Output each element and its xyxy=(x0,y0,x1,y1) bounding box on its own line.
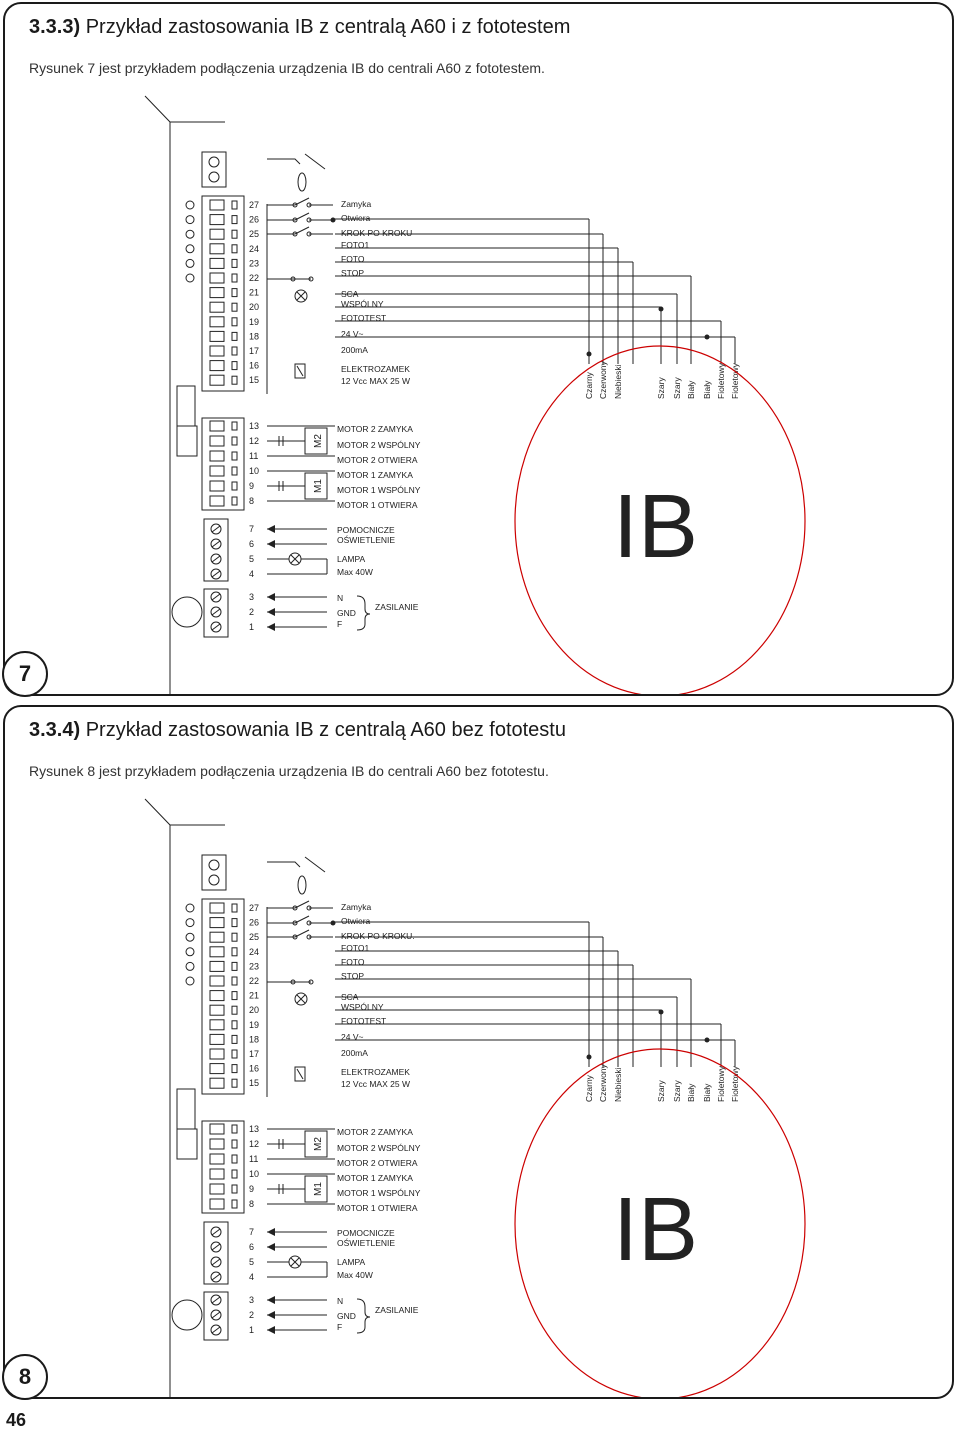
motor-label: MOTOR 1 WSPÓLNY xyxy=(337,1188,421,1198)
terminal-screw xyxy=(210,288,224,298)
terminal-pin xyxy=(232,962,237,970)
terminal-number: 5 xyxy=(249,554,255,564)
junction-dot xyxy=(331,218,336,223)
led-icon xyxy=(186,259,194,267)
terminal-screw xyxy=(210,481,224,491)
wiring-diagram xyxy=(5,707,952,1397)
terminal-screw xyxy=(210,331,224,341)
terminal-pin xyxy=(232,347,237,355)
terminal-pin xyxy=(232,992,237,1000)
terminal-screw xyxy=(210,961,224,971)
screw-slot xyxy=(212,571,220,577)
terminal-number: 6 xyxy=(249,539,255,549)
terminal-number: 22 xyxy=(249,273,260,283)
terminal-label: 200mA xyxy=(341,1048,368,1058)
terminal-block-power xyxy=(204,589,228,637)
terminal-label: FOTO xyxy=(341,957,365,967)
wire-color-label: Szary xyxy=(672,377,682,399)
terminal-number: 24 xyxy=(249,243,260,254)
terminal-screw xyxy=(210,200,224,210)
terminal-label: Zamyka xyxy=(341,199,372,209)
led-icon xyxy=(186,933,194,941)
terminal-pin xyxy=(232,1155,237,1163)
motor-m2-label: M2 xyxy=(313,1137,324,1151)
terminal-number: 11 xyxy=(249,1154,259,1164)
board-component xyxy=(177,1129,197,1159)
terminal-block-aux xyxy=(204,519,228,581)
terminal-screw xyxy=(210,496,224,506)
screw-slot xyxy=(212,1229,220,1235)
terminal-number: 12 xyxy=(249,436,260,446)
arrow-icon xyxy=(267,608,275,616)
screw-slot xyxy=(212,1297,220,1303)
terminal-screw xyxy=(210,1199,224,1209)
wire-color-label: Czerwony xyxy=(598,361,608,399)
terminal-label: STOP xyxy=(341,971,364,981)
terminal-number: 25 xyxy=(249,229,260,240)
section-number: 3.3.3) xyxy=(29,16,81,38)
wire-color-label: Fioletowy xyxy=(716,1066,726,1102)
terminal-screw xyxy=(210,1005,224,1015)
board-component xyxy=(177,1089,195,1129)
terminal-number: 27 xyxy=(249,200,260,210)
aux-label: POMOCNICZE xyxy=(337,525,395,535)
terminal-number: 9 xyxy=(249,1184,255,1194)
screw-slot xyxy=(212,541,220,547)
terminal-pin xyxy=(232,259,237,267)
motor-label: MOTOR 1 WSPÓLNY xyxy=(337,485,421,495)
terminal-pin xyxy=(232,977,237,985)
wire-color-label: Szary xyxy=(656,377,666,399)
terminal-number: 25 xyxy=(249,932,260,943)
antenna-icon xyxy=(298,173,306,191)
terminal-label: WSPÓLNY xyxy=(341,299,384,309)
terminal-block-upper xyxy=(202,899,244,1094)
wire-color-label: Fioletowy xyxy=(716,363,726,399)
terminal-label: STOP xyxy=(341,268,364,278)
terminal-label: 24 V~ xyxy=(341,1032,364,1042)
figure-8-panel xyxy=(3,705,954,1399)
arrow-icon xyxy=(267,1311,275,1319)
terminal-screw xyxy=(210,466,224,476)
terminal-label: Zamyka xyxy=(341,902,372,912)
terminal-label: FOTO xyxy=(341,254,365,264)
terminal-screw xyxy=(210,317,224,327)
terminal-label: KROK PO KROKU xyxy=(341,228,413,238)
aux-label: OŚWIETLENIE xyxy=(337,1238,396,1248)
fuse-icon xyxy=(172,597,202,627)
terminal-number: 24 xyxy=(249,946,260,957)
terminal-screw xyxy=(210,1034,224,1044)
terminal-number: 19 xyxy=(249,1019,260,1030)
terminal-number: 23 xyxy=(249,258,260,269)
terminal-number: 10 xyxy=(249,466,260,476)
arrow-icon xyxy=(267,525,275,533)
terminal-pin xyxy=(232,332,237,340)
wire-color-label: Czarny xyxy=(584,1075,594,1102)
aux-label: OŚWIETLENIE xyxy=(337,535,396,545)
terminal-screw xyxy=(210,903,224,913)
motor-label: MOTOR 1 ZAMYKA xyxy=(337,470,413,480)
wire-color-label: Niebieski xyxy=(613,1067,623,1102)
terminal-label: 12 Vcc MAX 25 W xyxy=(341,376,410,386)
terminal-screw xyxy=(210,932,224,942)
lamp-label: LAMPA xyxy=(337,554,366,564)
terminal-pin xyxy=(232,904,237,912)
wire-color-label: Biały xyxy=(686,1083,696,1102)
screw-slot xyxy=(212,556,220,562)
lamp-icon xyxy=(297,292,305,300)
arrow-icon xyxy=(267,540,275,548)
terminal-screw xyxy=(210,436,224,446)
arrow-icon xyxy=(267,1243,275,1251)
terminal-screw xyxy=(210,361,224,371)
terminal-pin xyxy=(232,376,237,384)
terminal-pin xyxy=(232,422,237,430)
terminal-pin xyxy=(232,1021,237,1029)
terminal-number: 15 xyxy=(249,375,260,386)
terminal-number: 19 xyxy=(249,316,260,327)
section-title: Przykład zastosowania IB z centralą A60 i z fototestem xyxy=(85,16,571,38)
figure-7-panel xyxy=(3,2,954,696)
screw-icon xyxy=(209,172,219,182)
terminal-label: SCA xyxy=(341,992,359,1002)
terminal-pin xyxy=(232,230,237,238)
terminal-pin xyxy=(232,482,237,490)
brace-icon xyxy=(357,596,370,630)
terminal-label: FOTO1 xyxy=(341,240,370,250)
terminal-number: 4 xyxy=(249,1272,255,1282)
motor-label: MOTOR 1 ZAMYKA xyxy=(337,1173,413,1183)
terminal-label: KROK PO KROKU. xyxy=(341,931,415,941)
terminal-screw xyxy=(210,976,224,986)
led-icon xyxy=(186,904,194,912)
terminal-number: 1 xyxy=(249,1325,255,1335)
terminal-number: 8 xyxy=(249,1199,255,1209)
power-label: ZASILANIE xyxy=(375,602,419,612)
power-label: F xyxy=(337,1322,343,1332)
screw-slot xyxy=(212,594,220,600)
power-label: ZASILANIE xyxy=(375,1305,419,1315)
terminal-number: 2 xyxy=(249,1310,255,1320)
junction-dot xyxy=(705,1038,710,1043)
wire-color-label: Szary xyxy=(656,1080,666,1102)
lamp-label: LAMPA xyxy=(337,1257,366,1267)
junction-dot xyxy=(587,352,592,357)
terminal-pin xyxy=(232,289,237,297)
terminal-label: 200mA xyxy=(341,345,368,355)
terminal-number: 2 xyxy=(249,607,255,617)
terminal-label: 12 Vcc MAX 25 W xyxy=(341,1079,410,1089)
terminal-label: FOTO1 xyxy=(341,943,370,953)
terminal-pin xyxy=(232,1125,237,1133)
motor-label: MOTOR 2 OTWIERA xyxy=(337,1158,418,1168)
screw-icon xyxy=(209,860,219,870)
board-edge xyxy=(145,96,170,694)
intro-text: Rysunek 7 jest przykładem podłączenia urządzenia IB do centrali A60 z fototestem. xyxy=(29,60,545,76)
motor-label: MOTOR 2 ZAMYKA xyxy=(337,424,413,434)
terminal-number: 16 xyxy=(249,360,260,371)
terminal-screw xyxy=(210,1184,224,1194)
terminal-number: 3 xyxy=(249,1295,255,1305)
wire-color-label: Biały xyxy=(702,1083,712,1102)
terminal-number: 21 xyxy=(249,287,260,298)
motor-label: MOTOR 2 WSPÓLNY xyxy=(337,440,421,450)
motor-label: MOTOR 2 WSPÓLNY xyxy=(337,1143,421,1153)
terminal-number: 17 xyxy=(249,1049,260,1059)
terminal-number: 22 xyxy=(249,976,260,986)
terminal-number: 16 xyxy=(249,1063,260,1074)
terminal-pin xyxy=(232,452,237,460)
terminal-label: FOTOTEST xyxy=(341,1016,387,1026)
power-label: F xyxy=(337,619,343,629)
terminal-label: 24 V~ xyxy=(341,329,364,339)
aux-label: POMOCNICZE xyxy=(337,1228,395,1238)
junction-dot xyxy=(587,1055,592,1060)
terminal-screw xyxy=(210,451,224,461)
terminal-screw xyxy=(210,1078,224,1088)
led-icon xyxy=(186,245,194,253)
screw-slot xyxy=(212,1244,220,1250)
terminal-number: 12 xyxy=(249,1139,260,1149)
lamp-label: Max 40W xyxy=(337,567,373,577)
screw-slot xyxy=(212,1274,220,1280)
terminal-screw xyxy=(210,229,224,239)
terminal-number: 18 xyxy=(249,1034,260,1045)
ib-device-label: IB xyxy=(613,1180,699,1280)
section-number: 3.3.4) xyxy=(29,719,81,741)
terminal-number: 10 xyxy=(249,1169,260,1179)
led-icon xyxy=(186,274,194,282)
screw-slot xyxy=(212,1327,220,1333)
ib-device-label: IB xyxy=(613,477,699,577)
terminal-number: 3 xyxy=(249,592,255,602)
terminal-number: 27 xyxy=(249,903,260,913)
terminal-pin xyxy=(232,1065,237,1073)
section-title: Przykład zastosowania IB z centralą A60 bez fototestu xyxy=(85,719,566,741)
terminal-screw xyxy=(210,421,224,431)
brace-icon xyxy=(357,1299,370,1333)
terminal-pin xyxy=(232,933,237,941)
terminal-pin xyxy=(232,1035,237,1043)
terminal-number: 7 xyxy=(249,1227,255,1237)
terminal-screw xyxy=(210,258,224,268)
motor-label: MOTOR 2 OTWIERA xyxy=(337,455,418,465)
terminal-pin xyxy=(232,1140,237,1148)
antenna-icon xyxy=(298,876,306,894)
terminal-pin xyxy=(232,1050,237,1058)
wire-color-label: Niebieski xyxy=(613,364,623,399)
antenna-icon xyxy=(267,857,325,872)
terminal-pin xyxy=(232,497,237,505)
power-label: N xyxy=(337,1296,344,1306)
terminal-pin xyxy=(232,216,237,224)
terminal-pin xyxy=(232,437,237,445)
terminal-pin xyxy=(232,467,237,475)
arrow-icon xyxy=(267,1228,275,1236)
motor-label: MOTOR 2 ZAMYKA xyxy=(337,1127,413,1137)
lock-icon xyxy=(297,366,303,376)
terminal-label: ELEKTROZAMEK xyxy=(341,1067,410,1077)
terminal-screw xyxy=(210,1154,224,1164)
board-component xyxy=(177,426,197,456)
arrow-icon xyxy=(267,1326,275,1334)
led-icon xyxy=(186,977,194,985)
wire-color-label: Czerwony xyxy=(598,1064,608,1102)
terminal-pin xyxy=(232,1170,237,1178)
terminal-screw xyxy=(210,1139,224,1149)
terminal-label: SCA xyxy=(341,289,359,299)
terminal-pin xyxy=(232,1185,237,1193)
junction-dot xyxy=(659,1010,664,1015)
arrow-icon xyxy=(267,623,275,631)
terminal-number: 4 xyxy=(249,569,255,579)
terminal-label: Otwiera xyxy=(341,916,371,926)
wire-color-label: Szary xyxy=(672,1080,682,1102)
led-icon xyxy=(186,948,194,956)
terminal-number: 13 xyxy=(249,421,260,431)
terminal-screw xyxy=(210,947,224,957)
terminal-number: 15 xyxy=(249,1078,260,1089)
terminal-screw xyxy=(210,1169,224,1179)
lock-icon xyxy=(297,1069,303,1079)
terminal-number: 21 xyxy=(249,990,260,1001)
terminal-screw xyxy=(210,991,224,1001)
terminal-label: WSPÓLNY xyxy=(341,1002,384,1012)
board-component xyxy=(177,386,195,426)
terminal-pin xyxy=(232,1006,237,1014)
terminal-number: 9 xyxy=(249,481,255,491)
figure-number-badge: 8 xyxy=(2,1354,48,1400)
lamp-label: Max 40W xyxy=(337,1270,373,1280)
led-icon xyxy=(186,201,194,209)
screw-icon xyxy=(209,157,219,167)
junction-dot xyxy=(659,307,664,312)
terminal-screw xyxy=(210,918,224,928)
terminal-number: 7 xyxy=(249,524,255,534)
motor-m1-label: M1 xyxy=(313,1182,324,1196)
terminal-number: 1 xyxy=(249,622,255,632)
wire-color-label: Fioletowy xyxy=(730,363,740,399)
motor-label: MOTOR 1 OTWIERA xyxy=(337,500,418,510)
terminal-number: 18 xyxy=(249,331,260,342)
antenna-icon xyxy=(267,154,325,169)
led-icon xyxy=(186,216,194,224)
junction-dot xyxy=(705,335,710,340)
terminal-pin xyxy=(232,362,237,370)
terminal-block-aux xyxy=(204,1222,228,1284)
terminal-pin xyxy=(232,274,237,282)
led-icon xyxy=(186,919,194,927)
screw-icon xyxy=(209,875,219,885)
wire-color-label: Czarny xyxy=(584,372,594,399)
terminal-number: 13 xyxy=(249,1124,260,1134)
figure-number-badge: 7 xyxy=(2,651,48,697)
terminal-pin xyxy=(232,201,237,209)
wire-color-label: Fioletowy xyxy=(730,1066,740,1102)
terminal-number: 17 xyxy=(249,346,260,356)
terminal-number: 8 xyxy=(249,496,255,506)
arrow-icon xyxy=(267,593,275,601)
terminal-screw xyxy=(210,346,224,356)
terminal-screw xyxy=(210,1049,224,1059)
motor-m2-label: M2 xyxy=(313,434,324,448)
terminal-screw xyxy=(210,1064,224,1074)
terminal-screw xyxy=(210,302,224,312)
terminal-screw xyxy=(210,1124,224,1134)
terminal-number: 6 xyxy=(249,1242,255,1252)
terminal-screw xyxy=(210,1020,224,1030)
terminal-screw xyxy=(210,375,224,385)
terminal-screw xyxy=(210,244,224,254)
fuse-icon xyxy=(172,1300,202,1330)
led-icon xyxy=(186,962,194,970)
terminal-number: 26 xyxy=(249,917,260,928)
screw-slot xyxy=(212,1312,220,1318)
motor-label: MOTOR 1 OTWIERA xyxy=(337,1203,418,1213)
led-icon xyxy=(186,230,194,238)
wire-color-label: Biały xyxy=(686,380,696,399)
lamp-icon xyxy=(297,995,305,1003)
terminal-number: 23 xyxy=(249,961,260,972)
terminal-label: FOTOTEST xyxy=(341,313,387,323)
terminal-label: Otwiera xyxy=(341,213,371,223)
power-label: N xyxy=(337,593,344,603)
screw-slot xyxy=(212,526,220,532)
terminal-pin xyxy=(232,245,237,253)
motor-m1-label: M1 xyxy=(313,479,324,493)
terminal-number: 11 xyxy=(249,451,259,461)
wire-color-label: Biały xyxy=(702,380,712,399)
wiring-diagram xyxy=(5,4,952,694)
screw-slot xyxy=(212,609,220,615)
terminal-block-power xyxy=(204,1292,228,1340)
power-label: GND xyxy=(337,608,356,618)
terminal-screw xyxy=(210,215,224,225)
screw-slot xyxy=(212,1259,220,1265)
terminal-pin xyxy=(232,318,237,326)
terminal-number: 26 xyxy=(249,214,260,225)
terminal-label: ELEKTROZAMEK xyxy=(341,364,410,374)
screw-slot xyxy=(212,624,220,630)
terminal-number: 20 xyxy=(249,1005,260,1016)
junction-dot xyxy=(331,921,336,926)
arrow-icon xyxy=(267,1296,275,1304)
terminal-pin xyxy=(232,1079,237,1087)
terminal-number: 20 xyxy=(249,302,260,313)
terminal-number: 5 xyxy=(249,1257,255,1267)
page-number: 46 xyxy=(6,1410,27,1430)
terminal-pin xyxy=(232,919,237,927)
terminal-block-upper xyxy=(202,196,244,391)
terminal-pin xyxy=(232,1200,237,1208)
terminal-screw xyxy=(210,273,224,283)
power-label: GND xyxy=(337,1311,356,1321)
terminal-pin xyxy=(232,948,237,956)
intro-text: Rysunek 8 jest przykładem podłączenia urządzenia IB do centrali A60 bez fototestu. xyxy=(29,763,549,779)
terminal-pin xyxy=(232,303,237,311)
board-edge xyxy=(145,799,170,1397)
